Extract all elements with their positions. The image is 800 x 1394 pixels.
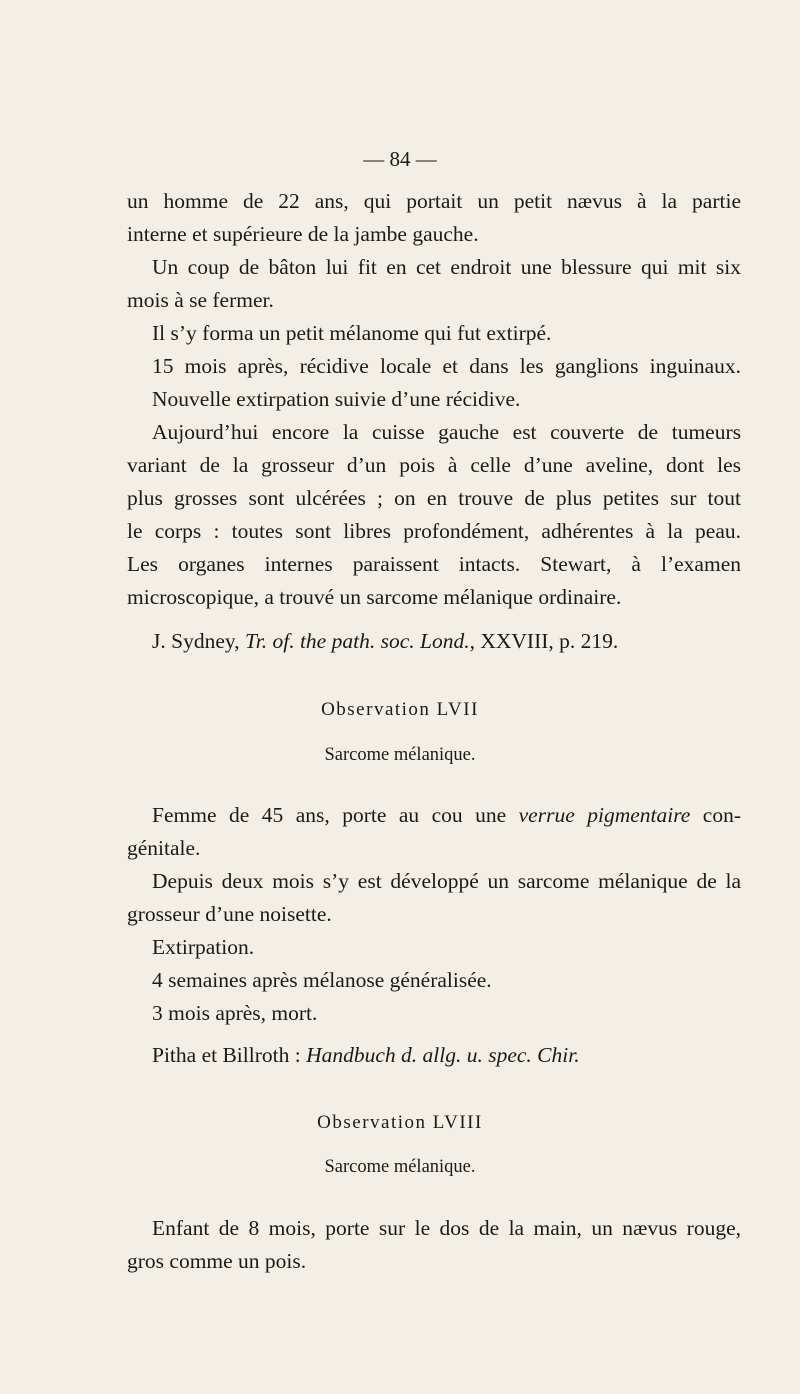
- reference-author: Pitha et Billroth :: [152, 1043, 307, 1067]
- observation-title: Observation LVIII: [317, 1112, 483, 1133]
- text-line: [152, 800, 741, 830]
- text-line: mois à se fermer.: [127, 288, 274, 312]
- text-line: Depuis deux mois s’y est développé un sarcome mélanique de la: [152, 869, 741, 893]
- text-line: Nouvelle extirpation suivie d’une récidive.: [152, 387, 521, 411]
- text-line: Extirpation.: [152, 935, 255, 959]
- page-number: — 84 —: [363, 147, 437, 171]
- text-line: génitale.: [127, 836, 201, 860]
- text-line: Enfant de 8 mois, porte sur le dos de la main, un nævus rouge,: [152, 1216, 741, 1240]
- reference-journal: Handbuch d. allg. u. spec. Chir.: [306, 1043, 580, 1067]
- observation-subtitle: Sarcome mélanique.: [324, 745, 476, 765]
- reference-details: , XXVIII, p. 219.: [469, 629, 619, 653]
- text-line: interne et supérieure de la jambe gauche.: [127, 222, 479, 246]
- reference-author: J. Sydney,: [152, 629, 245, 653]
- text-line: 15 mois après, récidive locale et dans les ganglions inguinaux.: [152, 354, 741, 378]
- text-line: microscopique, a trouvé un sarcome mélanique ordinaire.: [127, 585, 622, 609]
- text-segment: con-: [690, 803, 742, 827]
- text-line: plus grosses sont ulcérées ; on en trouve de plus petites sur tout: [127, 486, 741, 510]
- text-line: Les organes internes paraissent intacts. Stewart, à l’examen: [127, 552, 741, 576]
- reference-citation: [152, 626, 741, 656]
- text-line: 4 semaines après mélanose généralisée.: [152, 968, 492, 992]
- text-line: grosseur d’une noisette.: [127, 902, 332, 926]
- observation-title: Observation LVII: [321, 699, 479, 720]
- text-line: Il s’y forma un petit mélanome qui fut extirpé.: [152, 321, 552, 345]
- text-segment: Femme de 45 ans, porte au cou une: [152, 803, 519, 827]
- reference-journal: Tr. of. the path. soc. Lond.: [244, 629, 470, 653]
- text-line: le corps : toutes sont libres profondément, adhérentes à la peau.: [127, 519, 741, 543]
- text-line: variant de la grosseur d’un pois à celle d’une aveline, dont les: [127, 453, 741, 477]
- text-line: un homme de 22 ans, qui portait un petit nævus à la partie: [127, 189, 741, 213]
- text-line: Aujourd’hui encore la cuisse gauche est couverte de tumeurs: [152, 420, 741, 444]
- text-line: gros comme un pois.: [127, 1249, 307, 1273]
- observation-subtitle: Sarcome mélanique.: [324, 1157, 476, 1177]
- text-line: 3 mois après, mort.: [152, 1001, 318, 1025]
- reference-citation: [152, 1040, 741, 1070]
- emphasis-text: verrue pigmentaire: [518, 803, 691, 827]
- text-line: Un coup de bâton lui fit en cet endroit une blessure qui mit six: [152, 255, 741, 279]
